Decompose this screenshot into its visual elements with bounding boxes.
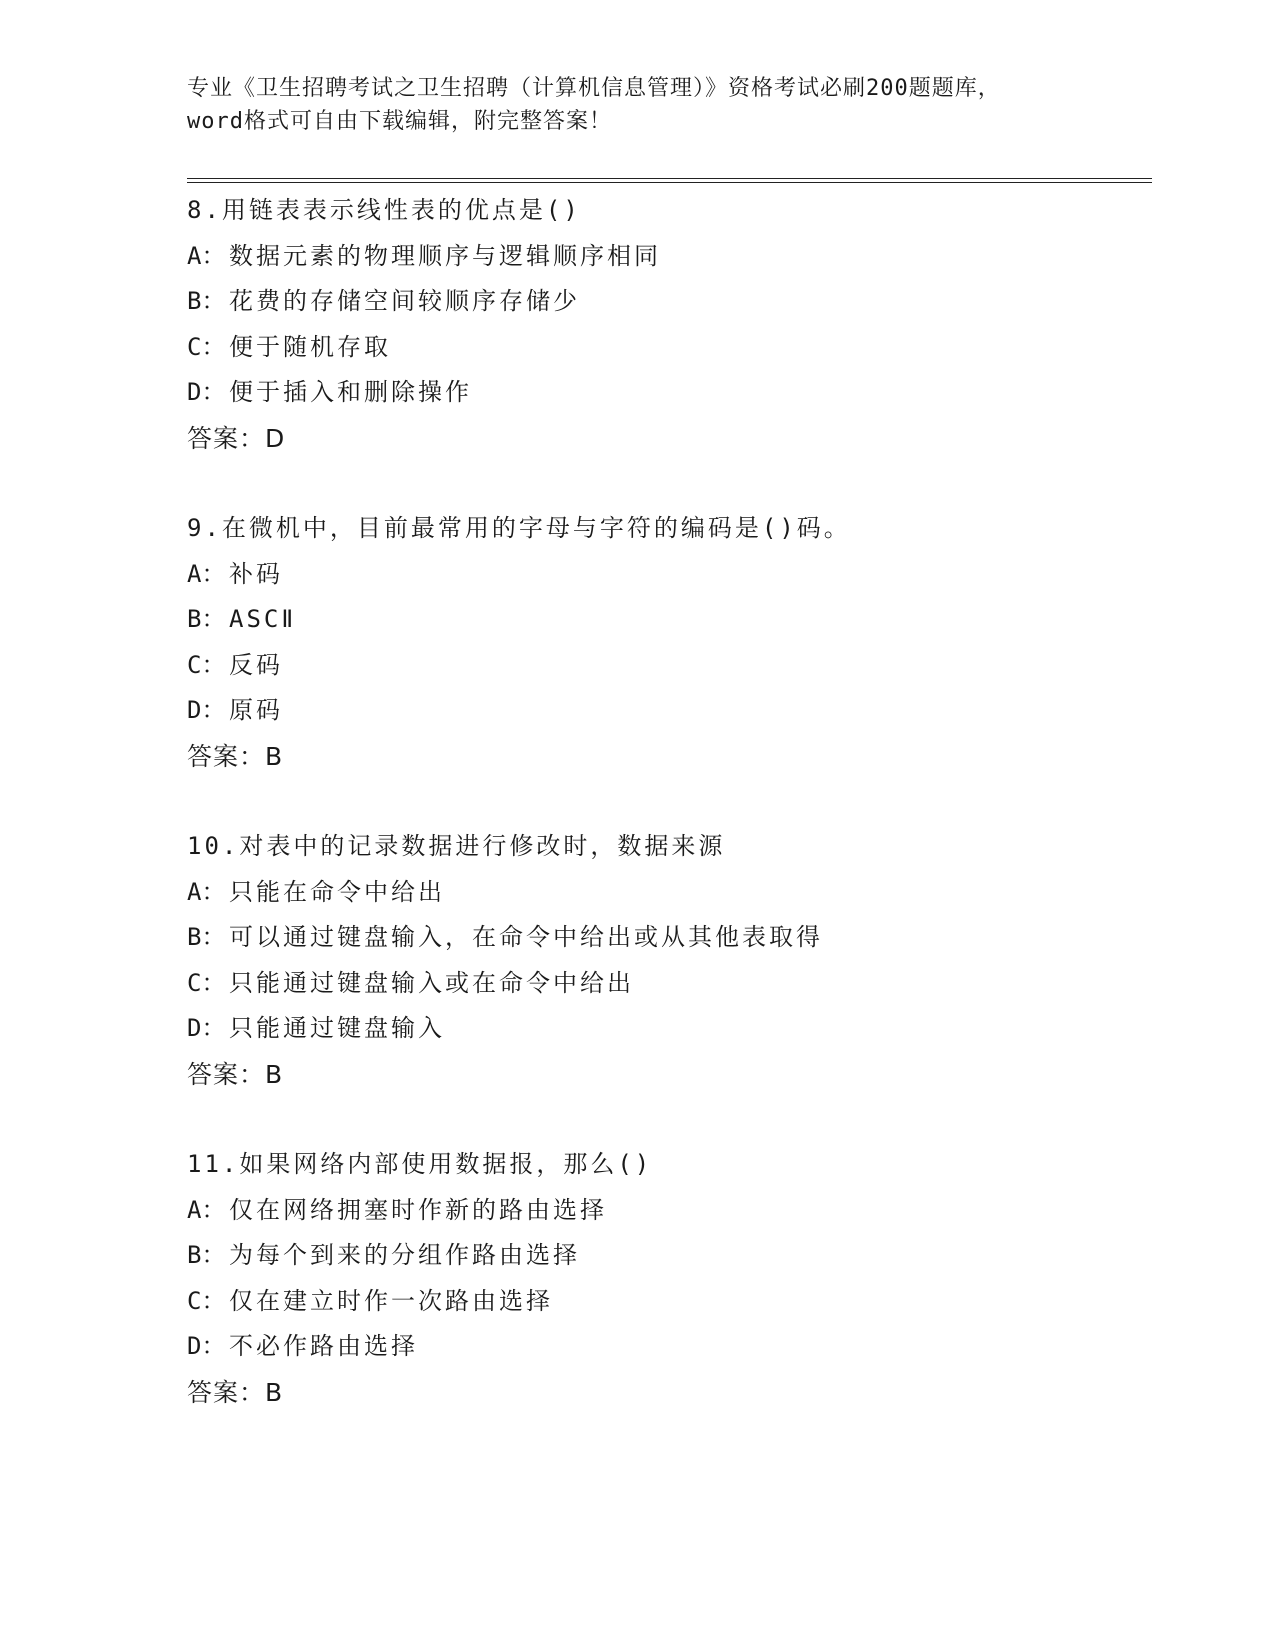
option-text: 花费的存储空间较顺序存储少 <box>229 287 580 315</box>
option-d <box>187 688 1147 734</box>
option-key: A： <box>187 241 226 270</box>
option-b <box>187 279 1147 325</box>
option-text: ASCⅡ <box>229 605 297 633</box>
option-text: 仅在网络拥塞时作新的路由选择 <box>229 1195 607 1224</box>
option-key: D： <box>187 378 226 406</box>
header-line-1: 专业《卫生招聘考试之卫生招聘（计算机信息管理）》资格考试必刷200题题库， <box>187 76 1001 101</box>
option-key: D： <box>187 1332 226 1360</box>
option-text: 仅在建立时作一次路由选择 <box>229 1286 553 1315</box>
option-a <box>187 234 1147 280</box>
question-stem: 11.如果网络内部使用数据报，那么() <box>187 1150 653 1178</box>
option-key: B： <box>187 287 226 315</box>
option-text: 便于随机存取 <box>229 332 391 361</box>
answer: 答案：B <box>187 1059 284 1089</box>
question-9 <box>187 506 1147 779</box>
option-key: B： <box>187 1241 226 1269</box>
option-d <box>187 370 1147 416</box>
question-8 <box>187 188 1147 461</box>
option-key: D： <box>187 696 226 724</box>
spacer <box>187 779 1147 824</box>
option-key: C： <box>187 1286 226 1315</box>
option-a <box>187 1188 1147 1234</box>
option-key: C： <box>187 650 226 679</box>
question-stem: 10.对表中的记录数据进行修改时，数据来源 <box>187 832 726 860</box>
question-stem: 8.用链表表示线性表的优点是() <box>187 196 581 224</box>
answer: 答案：B <box>187 741 284 771</box>
option-text: 反码 <box>229 650 283 679</box>
option-text: 只能通过键盘输入或在命令中给出 <box>229 968 634 997</box>
spacer <box>187 1097 1147 1142</box>
option-text: 原码 <box>229 696 283 724</box>
header-divider <box>187 178 1152 183</box>
option-key: A： <box>187 877 226 906</box>
option-text: 便于插入和删除操作 <box>229 378 472 406</box>
document-header <box>187 72 1087 138</box>
option-key: A： <box>187 559 226 588</box>
question-list <box>187 188 1147 1415</box>
question-11 <box>187 1142 1147 1415</box>
option-key: D： <box>187 1014 226 1042</box>
option-c <box>187 325 1147 371</box>
option-d <box>187 1006 1147 1052</box>
option-key: A： <box>187 1195 226 1224</box>
option-text: 补码 <box>229 559 283 588</box>
question-stem: 9.在微机中，目前最常用的字母与字符的编码是()码。 <box>187 514 851 542</box>
option-a <box>187 552 1147 598</box>
option-b <box>187 597 1147 643</box>
option-text: 为每个到来的分组作路由选择 <box>229 1241 580 1269</box>
answer: 答案：D <box>187 423 286 453</box>
header-line-2: word格式可自由下载编辑，附完整答案！ <box>187 109 612 134</box>
answer: 答案：B <box>187 1377 284 1407</box>
option-key: B： <box>187 605 226 633</box>
option-c <box>187 1279 1147 1325</box>
option-key: C： <box>187 332 226 361</box>
option-a <box>187 870 1147 916</box>
option-text: 数据元素的物理顺序与逻辑顺序相同 <box>229 241 661 270</box>
option-b <box>187 1233 1147 1279</box>
option-c <box>187 643 1147 689</box>
option-text: 只能通过键盘输入 <box>229 1014 445 1042</box>
question-10 <box>187 824 1147 1097</box>
option-c <box>187 961 1147 1007</box>
option-text: 不必作路由选择 <box>229 1332 418 1360</box>
option-text: 只能在命令中给出 <box>229 877 445 906</box>
option-d <box>187 1324 1147 1370</box>
spacer <box>187 461 1147 506</box>
option-key: C： <box>187 968 226 997</box>
option-key: B： <box>187 923 226 951</box>
option-text: 可以通过键盘输入，在命令中给出或从其他表取得 <box>229 923 823 951</box>
option-b <box>187 915 1147 961</box>
